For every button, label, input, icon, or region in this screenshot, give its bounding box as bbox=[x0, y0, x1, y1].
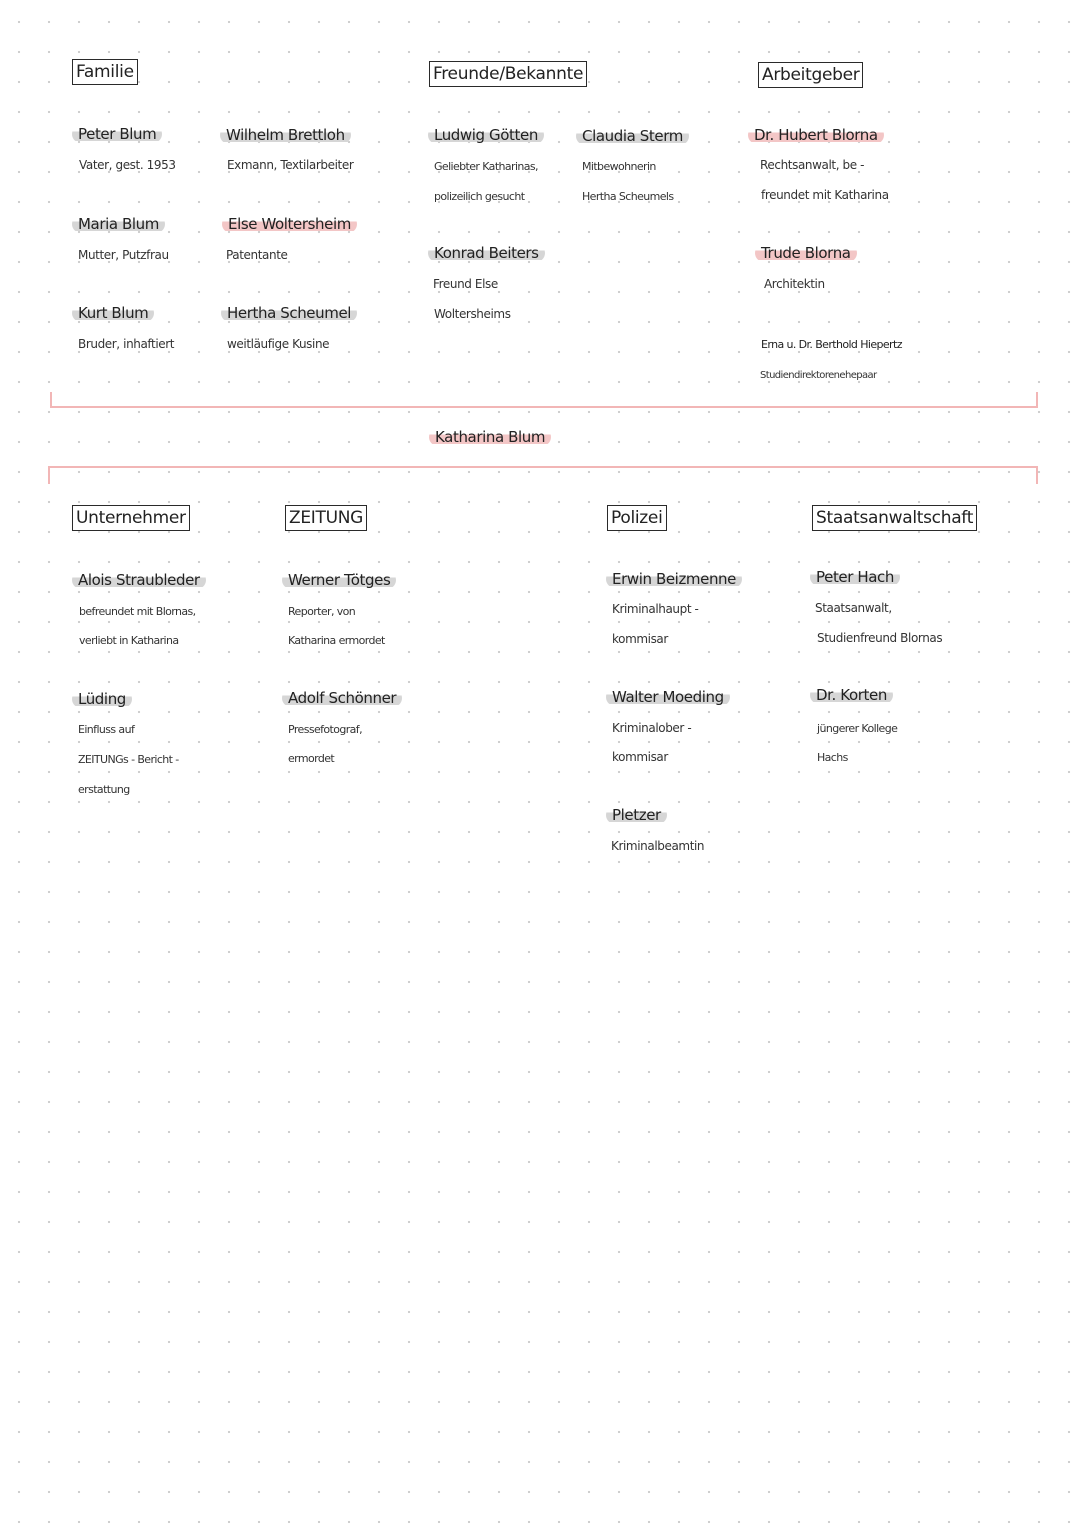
person-desc: Bruder, inhaftiert bbox=[78, 337, 175, 351]
header-zeitung: ZEITUNG bbox=[285, 505, 367, 531]
header-freunde: Freunde/Bekannte bbox=[429, 61, 587, 87]
person-desc: Reporter, von bbox=[288, 605, 356, 618]
person-desc: Mutter, Putzfrau bbox=[78, 248, 169, 262]
person-desc: ZEITUNGs - Bericht - bbox=[78, 753, 179, 766]
person-desc: Studiendirektorenehepaar bbox=[760, 370, 877, 381]
person-name: Peter Hach bbox=[810, 568, 900, 586]
person-name: Erna u. Dr. Berthold Hiepertz bbox=[761, 338, 902, 351]
person-name: Wilhelm Brettloh bbox=[220, 126, 351, 144]
person-name: Maria Blum bbox=[72, 215, 165, 233]
person-name: Trude Blorna bbox=[755, 244, 857, 262]
person-name: Else Woltersheim bbox=[222, 215, 357, 233]
person-desc: Pressefotograf, bbox=[288, 723, 362, 736]
header-arbeitgeber: Arbeitgeber bbox=[758, 62, 863, 88]
person-desc: ermordet bbox=[288, 752, 335, 765]
person-desc: befreundet mit Blornas, bbox=[79, 605, 196, 618]
bracket-top bbox=[50, 392, 1038, 408]
person-name: Dr. Hubert Blorna bbox=[748, 126, 884, 144]
person-desc: kommisar bbox=[612, 750, 668, 764]
person-desc: Kriminalober - bbox=[612, 721, 692, 735]
person-desc: Kriminalhaupt - bbox=[612, 602, 699, 616]
person-desc: Staatsanwalt, bbox=[815, 601, 892, 615]
person-name: Dr. Korten bbox=[810, 686, 893, 704]
person-desc: kommisar bbox=[612, 632, 668, 646]
person-name: Kurt Blum bbox=[72, 304, 154, 322]
person-name: Alois Straubleder bbox=[72, 571, 206, 589]
bracket-bottom bbox=[48, 466, 1038, 484]
person-desc: Freund Else bbox=[433, 277, 498, 291]
person-name: Pletzer bbox=[606, 806, 667, 824]
person-desc: Rechtsanwalt, be - bbox=[760, 158, 865, 172]
person-desc: Katharina ermordet bbox=[288, 634, 385, 647]
header-familie: Familie bbox=[72, 59, 138, 85]
person-name: Hertha Scheumel bbox=[221, 304, 357, 322]
person-desc: Vater, gest. 1953 bbox=[79, 158, 176, 172]
person-name: Ludwig Götten bbox=[428, 126, 544, 144]
person-name: Claudia Sterm bbox=[576, 127, 689, 145]
person-name: Konrad Beiters bbox=[428, 244, 545, 262]
person-desc: Hertha Scheumels bbox=[582, 190, 674, 203]
person-desc: Exmann, Textilarbeiter bbox=[227, 158, 354, 172]
person-desc: weitläufige Kusine bbox=[227, 337, 330, 351]
person-desc: verliebt in Katharina bbox=[79, 634, 179, 647]
person-desc: Woltersheims bbox=[434, 307, 511, 321]
person-name: Werner Tötges bbox=[282, 571, 396, 589]
header-polizei: Polizei bbox=[607, 505, 667, 531]
person-desc: polizeilich gesucht bbox=[434, 190, 525, 203]
person-name: Peter Blum bbox=[72, 125, 162, 143]
person-desc: Studienfreund Blornas bbox=[817, 631, 943, 645]
header-staatsanwaltschaft: Staatsanwaltschaft bbox=[812, 505, 977, 531]
person-name: Walter Moeding bbox=[606, 688, 730, 706]
person-desc: Hachs bbox=[817, 751, 848, 764]
person-name: Erwin Beizmenne bbox=[606, 570, 742, 588]
person-desc: Geliebter Katharinas, bbox=[434, 160, 538, 173]
center-name: Katharina Blum bbox=[429, 428, 551, 446]
person-desc: Mitbewohnerin bbox=[582, 160, 656, 173]
person-name: Adolf Schönner bbox=[282, 689, 402, 707]
person-name: Lüding bbox=[72, 690, 132, 708]
person-desc: Architektin bbox=[764, 277, 825, 291]
person-desc: jüngerer Kollege bbox=[817, 722, 898, 735]
person-desc: erstattung bbox=[78, 783, 130, 796]
person-desc: freundet mit Katharina bbox=[761, 188, 889, 202]
person-desc: Einfluss auf bbox=[78, 723, 135, 736]
person-desc: Patentante bbox=[226, 248, 288, 262]
person-desc: Kriminalbeamtin bbox=[611, 839, 705, 853]
header-unternehmer: Unternehmer bbox=[72, 505, 190, 531]
